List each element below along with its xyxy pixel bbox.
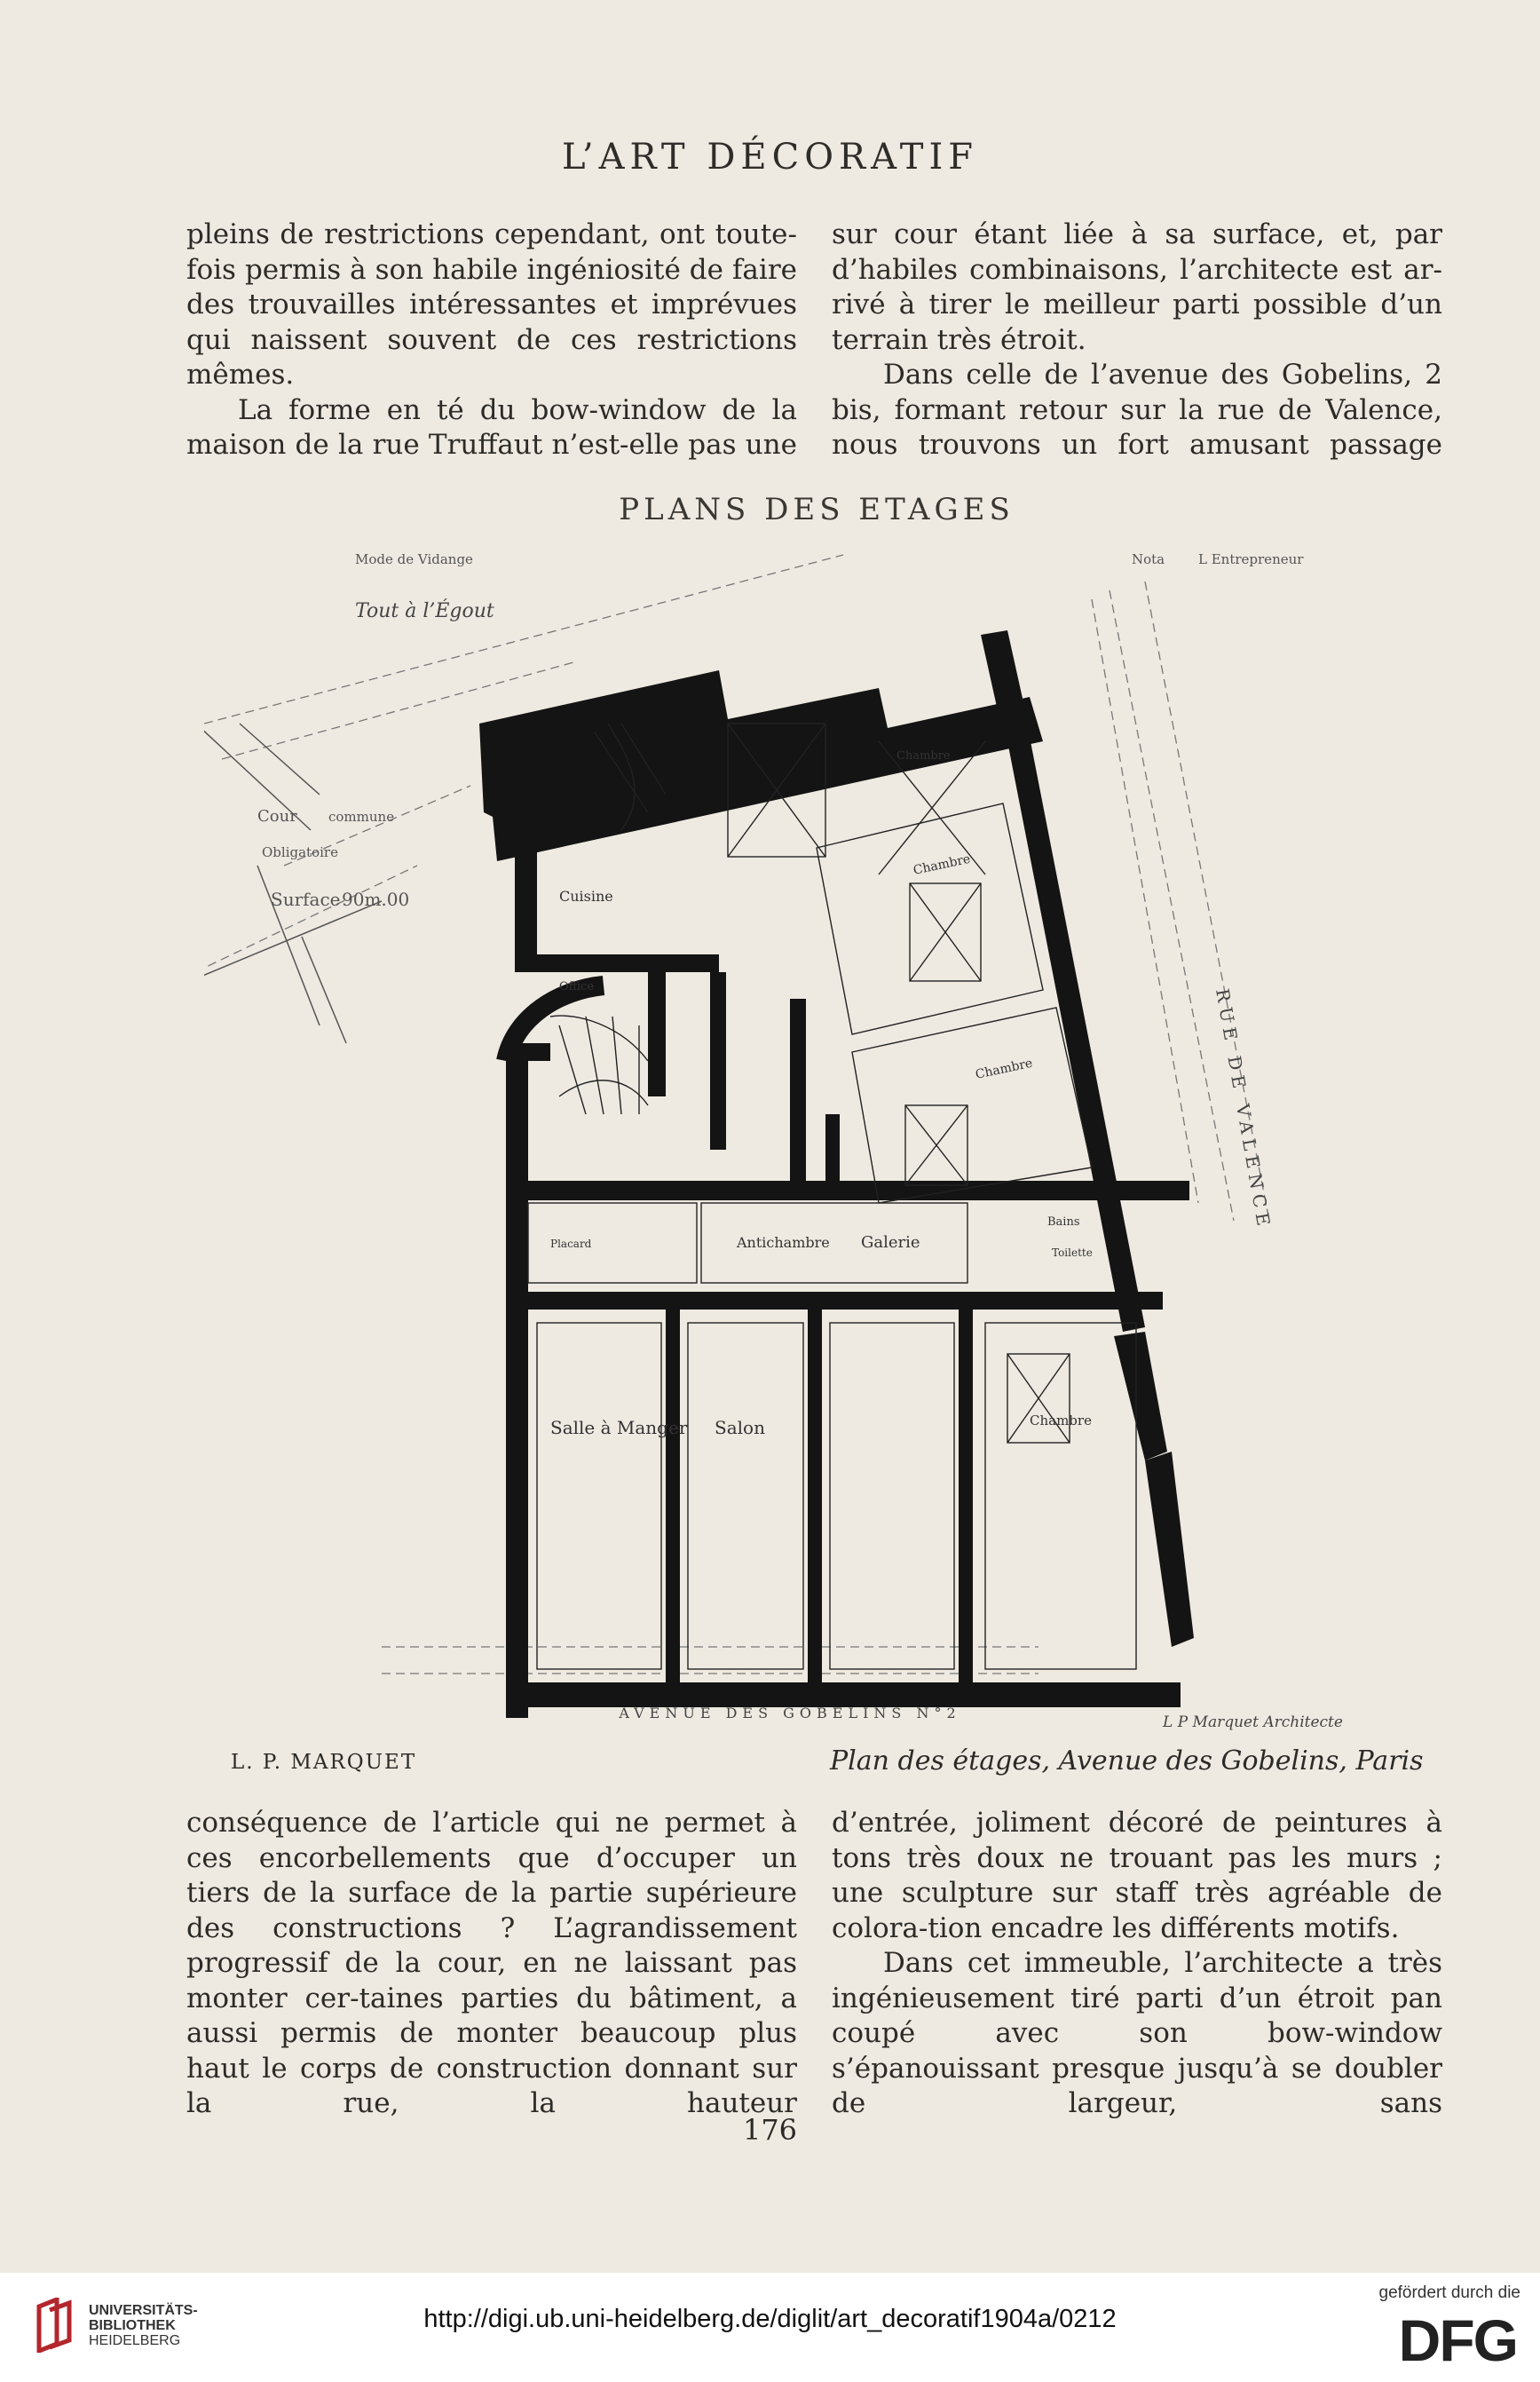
uni-line-3: HEIDELBERG — [89, 2333, 181, 2348]
plan-label-chambre-3: Chambre — [974, 1056, 1034, 1082]
plan-label-antichambre: Antichambre — [737, 1234, 830, 1251]
plan-label-entrepreneur: L Entrepreneur — [1198, 551, 1304, 567]
plan-label-surface-value: 90m.00 — [342, 889, 410, 910]
plan-label-salon: Salon — [715, 1417, 765, 1438]
plan-label-chambre-2: Chambre — [912, 851, 972, 878]
paragraph: Dans cet immeuble, l’architecte a très ingénieusement tiré parti d’un étroit pan coupé avec son bow-window s’épanouissant presque jusqu’à se doubler de largeur, sans — [832, 1947, 1442, 2119]
paragraph: pleins de restrictions cependant, ont toute-fois permis à son habile ingéniosité de faire des trouvailles intéressantes et imprévues qui naissent souvent de ces restrictions mêmes. — [186, 218, 797, 391]
text-column-top-right — [832, 218, 1442, 463]
plan-label-office: Office — [559, 980, 595, 993]
plan-label-rue-valence: RUE DE VALENCE — [1212, 986, 1275, 1233]
page-number: 176 — [742, 2113, 798, 2147]
plan-label-chambre-1: Chambre — [896, 749, 951, 763]
text-column-bottom-left — [186, 1806, 797, 2122]
running-header: L’ART DÉCORATIF — [561, 137, 979, 178]
figure-caption-author: L. P. MARQUET — [231, 1751, 417, 1774]
plan-label-nota: Nota — [1132, 551, 1165, 567]
plan-label-chambre-4: Chambre — [1030, 1413, 1092, 1428]
uni-line-1: UNIVERSITÄTS- — [89, 2303, 198, 2318]
dfg-logo: DFG — [1398, 2307, 1517, 2373]
funded-by-text: gefördert durch die — [1378, 2283, 1520, 2302]
plan-label-mode-vidange: Mode de Vidange — [355, 551, 473, 567]
plan-label-placard: Placard — [550, 1238, 592, 1250]
paragraph: d’entrée, joliment décoré de peintures à tons très doux ne trouant pas les murs ; une sculpture sur staff très agréable de colora-tion encadre les différents motifs. — [832, 1807, 1442, 1944]
digitization-footer — [0, 2273, 1540, 2382]
plan-label-tout-egout: Tout à l’Égout — [355, 600, 494, 622]
plan-label-surface: Surface — [271, 889, 341, 910]
plan-title: PLANS DES ETAGES — [619, 493, 1015, 527]
plan-label-cour: Cour — [257, 807, 297, 826]
plan-label-bains: Bains — [1047, 1215, 1080, 1229]
paragraph: La forme en té du bow-window de la maison de la rue Truffaut n’est-elle pas une — [186, 393, 797, 461]
text-column-top-left — [186, 218, 797, 463]
plan-label-commune: commune — [328, 809, 395, 825]
text-column-bottom-right — [832, 1806, 1442, 2122]
plan-label-galerie: Galerie — [861, 1233, 920, 1252]
plan-label-salle-a-manger: Salle à Manger — [550, 1417, 688, 1438]
figure-caption-title: Plan des étages, Avenue des Gobelins, Paris — [830, 1745, 1424, 1777]
paragraph: Dans celle de l’avenue des Gobelins, 2 bis, formant retour sur la rue de Valence, nous trouvons un fort amusant passage — [832, 359, 1442, 461]
plan-label-cuisine: Cuisine — [559, 888, 613, 905]
plan-label-obligatoire: Obligatoire — [262, 844, 338, 860]
paragraph: sur cour étant liée à sa surface, et, par d’habiles combinaisons, l’architecte est ar-rivé à tirer le meilleur parti possible d’un terrain très étroit. — [832, 218, 1442, 356]
plan-label-avenue: AVENUE DES GOBELINS N°2 — [619, 1705, 961, 1721]
floor-plan-figure — [204, 493, 1429, 1736]
paragraph: conséquence de l’article qui ne permet à ces encorbellements que d’occuper un tiers de la surface de la partie supérieure des constructions ? L’agrandissement progressif de la cour, en ne laissant pas monter cer-taines parties du bâtiment, a aussi permis de monter beaucoup plus haut le corps de construction donnant sur la rue, la hauteur — [186, 1807, 797, 2119]
source-url-link[interactable]: http://digi.ub.uni-heidelberg.de/diglit/art_decoratif1904a/0212 — [423, 2305, 1117, 2333]
uni-line-2: BIBLIOTHEK — [89, 2318, 176, 2333]
plan-signature: L P Marquet Architecte — [1163, 1713, 1343, 1731]
plan-label-toilette: Toilette — [1052, 1246, 1093, 1259]
